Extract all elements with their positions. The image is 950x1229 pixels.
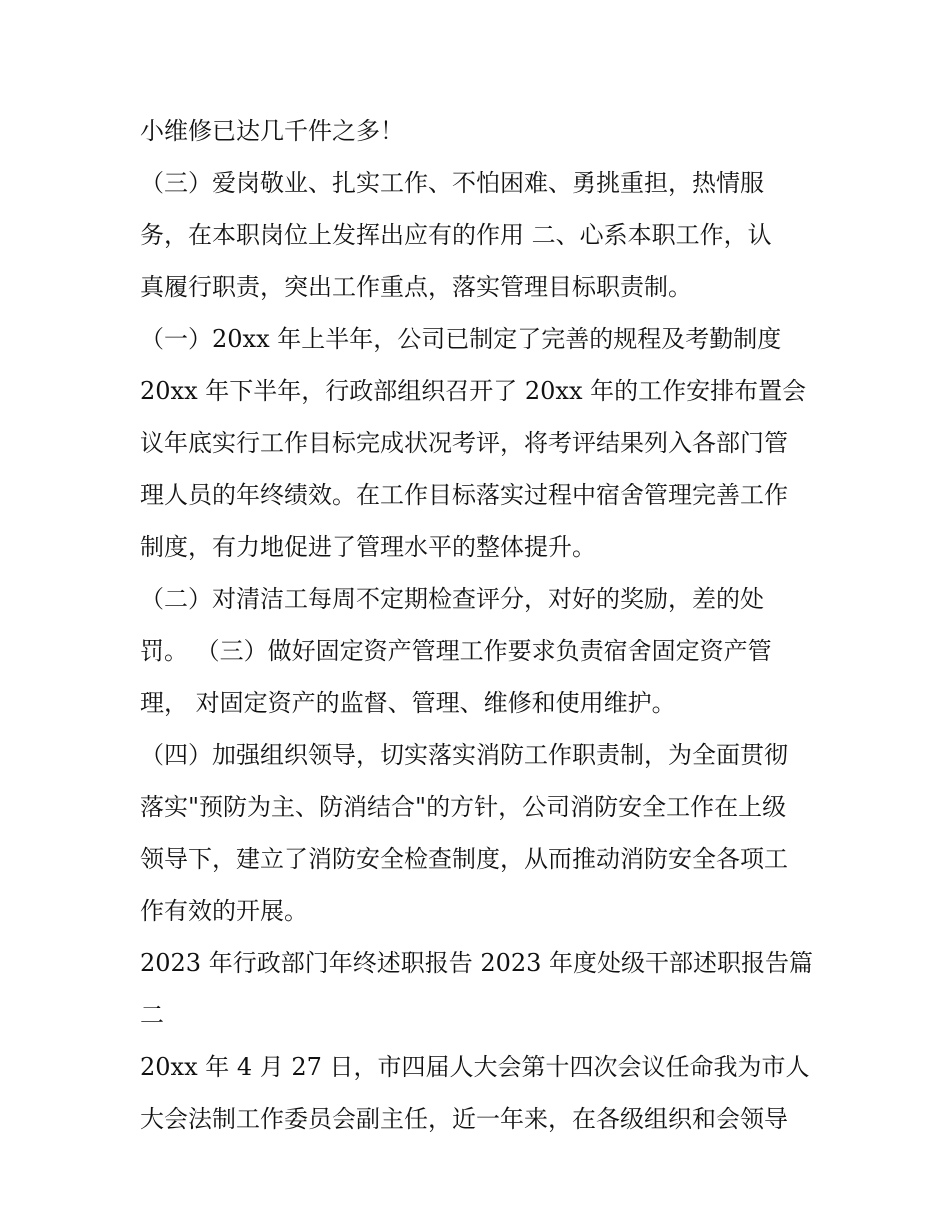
text-line: 二 [140, 1001, 164, 1029]
text-line: 小维修已达几千件之多！ [140, 117, 404, 145]
text-line: 议年底实行工作目标完成状况考评，将考评结果列入各部门管 [140, 429, 788, 457]
text-line: 领导下，建立了消防安全检查制度，从而推动消防安全各项工 [140, 845, 788, 873]
text-line: 务，在本职岗位上发挥出应有的作用 二、心系本职工作，认 [140, 221, 772, 249]
text-line: （二）对清洁工每周不定期检查评分，对好的奖励，差的处 [140, 585, 764, 613]
text-line: 理， 对固定资产的监督、管理、维修和使用维护。 [140, 689, 676, 717]
text-line: （四）加强组织领导，切实落实消防工作职责制，为全面贯彻 [140, 741, 788, 769]
text-line: 大会法制工作委员会副主任，近一年来，在各级组织和会领导 [140, 1105, 788, 1133]
text-line: 真履行职责，突出工作重点，落实管理目标职责制。 [140, 273, 692, 301]
text-line: 罚。 （三）做好固定资产管理工作要求负责宿舍固定资产管 [140, 637, 772, 665]
text-line: 制度，有力地促进了管理水平的整体提升。 [140, 533, 596, 561]
document-body [140, 105, 830, 1145]
text-line: 2023 年行政部门年终述职报告 2023 年度处级干部述职报告篇 [140, 949, 814, 977]
text-line: 20xx 年下半年，行政部组织召开了 20xx 年的工作安排布置会 [140, 377, 807, 405]
text-line: 理人员的年终绩效。在工作目标落实过程中宿舍管理完善工作 [140, 481, 788, 509]
text-line: （三）爱岗敬业、扎实工作、不怕困难、勇挑重担，热情服 [140, 169, 764, 197]
text-line: 作有效的开展。 [140, 897, 308, 925]
text-line: 落实"预防为主、防消结合"的方针，公司消防安全工作在上级 [140, 793, 787, 821]
text-line: （一）20xx 年上半年，公司已制定了完善的规程及考勤制度 [140, 325, 782, 353]
text-line: 20xx 年 4 月 27 日，市四届人大会第十四次会议任命我为市人 [140, 1053, 810, 1081]
